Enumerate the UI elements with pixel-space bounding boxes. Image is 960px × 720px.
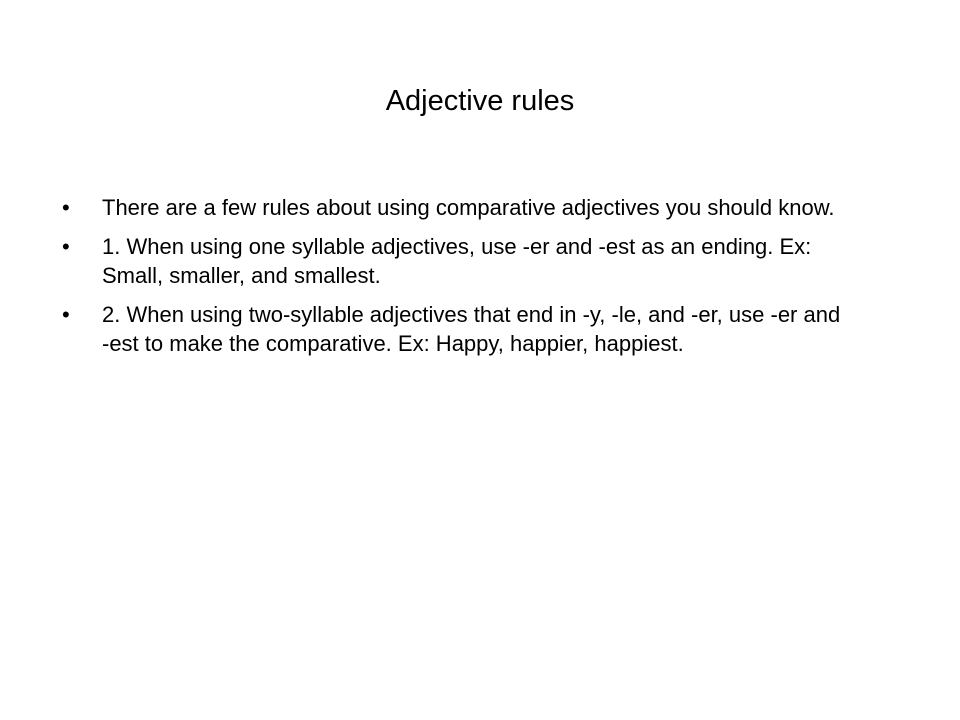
bullet-icon: • [62, 234, 70, 259]
bullet-icon: • [62, 195, 70, 220]
bullet-list [62, 193, 842, 368]
bullet-text: 2. When using two-syllable adjectives that end in -y, -le, and -er, use -er and -est to make the comparative. Ex: Happy, happier, happiest. [102, 302, 841, 356]
slide-title: Adjective rules [385, 85, 575, 117]
bullet-icon: • [62, 302, 70, 327]
bullet-item [62, 232, 842, 290]
bullet-item [62, 193, 842, 222]
bullet-text: 1. When using one syllable adjectives, use -er and -est as an ending. Ex: Small, smaller, and smallest. [102, 234, 812, 288]
bullet-text: There are a few rules about using comparative adjectives you should know. [102, 195, 835, 220]
bullet-item [62, 300, 842, 358]
